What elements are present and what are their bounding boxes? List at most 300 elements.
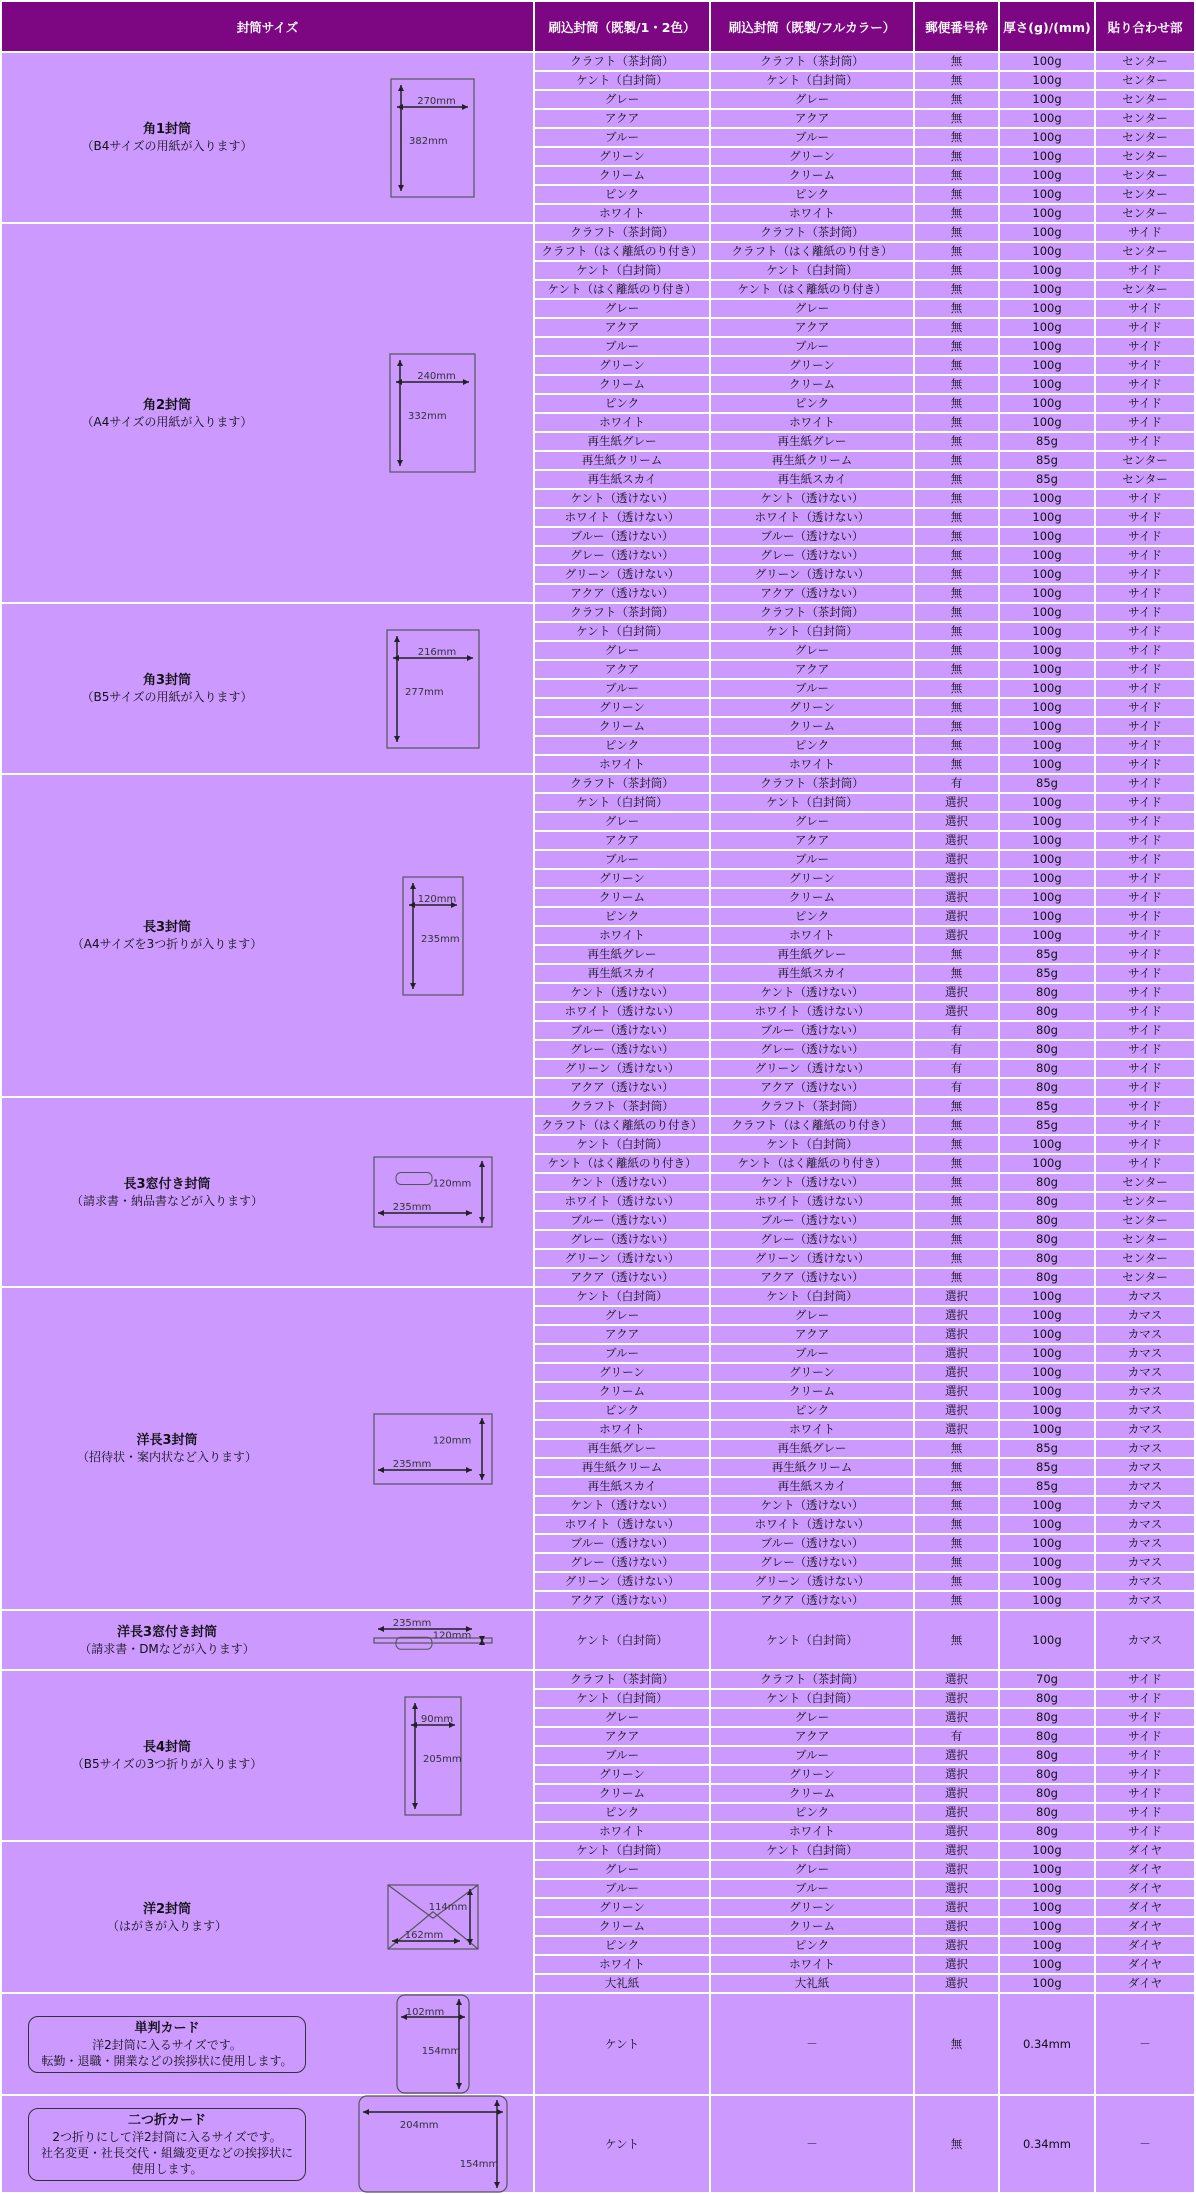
postal-code-box-value: 無	[914, 679, 999, 698]
seam-type: サイド	[1095, 641, 1195, 660]
print-1-2-color-option: ケント（白封筒）	[534, 71, 710, 90]
postal-code-box-value: 無	[914, 1116, 999, 1135]
print-full-color-option: クラフト（はく離紙のり付き）	[710, 242, 914, 261]
seam-type: カマス	[1095, 1553, 1195, 1572]
seam-type: ダイヤ	[1095, 1955, 1195, 1974]
width-label: 102mm	[405, 2007, 444, 2018]
thickness-value: 100g	[999, 546, 1095, 565]
postal-code-box-value: 選択	[914, 1002, 999, 1021]
print-1-2-color-option: 再生紙スカイ	[534, 964, 710, 983]
envelope-size-description	[2, 672, 332, 705]
envelope-figure	[386, 1883, 480, 1951]
seam-type: カマス	[1095, 1306, 1195, 1325]
postal-code-box-value: 無	[914, 299, 999, 318]
seam-type: センター	[1095, 166, 1195, 185]
seam-type: カマス	[1095, 1439, 1195, 1458]
envelope-row	[1, 1097, 1195, 1116]
envelope-name: 洋長3窓付き封筒	[116, 1624, 218, 1640]
print-1-2-color-option: グレー（透けない）	[534, 1230, 710, 1249]
postal-code-box-value: 選択	[914, 1898, 999, 1917]
print-full-color-option: ピンク	[710, 907, 914, 926]
envelope-figure	[372, 1412, 494, 1486]
print-full-color-option: ケント（はく離紙のり付き）	[710, 280, 914, 299]
print-full-color-option: クラフト（茶封筒）	[710, 603, 914, 622]
thickness-value: 80g	[999, 1040, 1095, 1059]
postal-code-box-value: 無	[914, 1534, 999, 1553]
postal-code-box-value: 無	[914, 280, 999, 299]
print-1-2-color-option: グリーン	[534, 1765, 710, 1784]
seam-type: サイド	[1095, 869, 1195, 888]
envelope-figure	[389, 77, 476, 199]
print-1-2-color-option: ケント（白封筒）	[534, 1841, 710, 1860]
postal-code-box-value: 有	[914, 1078, 999, 1097]
print-1-2-color-option: グレー	[534, 1860, 710, 1879]
width-label: 235mm	[392, 1458, 431, 1470]
postal-code-box-value: 無	[914, 1610, 999, 1670]
seam-type: サイド	[1095, 755, 1195, 774]
seam-type: サイド	[1095, 603, 1195, 622]
print-full-color-option: グリーン	[710, 1765, 914, 1784]
envelope-row	[1, 1993, 1195, 2095]
postal-code-box-value: 無	[914, 1439, 999, 1458]
seam-type: －	[1095, 1993, 1195, 2095]
print-full-color-option: ブルー	[710, 1344, 914, 1363]
envelope-row	[1, 774, 1195, 793]
seam-type: ダイヤ	[1095, 1936, 1195, 1955]
print-1-2-color-option: ホワイト	[534, 755, 710, 774]
seam-type: ダイヤ	[1095, 1898, 1195, 1917]
print-full-color-option: クラフト（茶封筒）	[710, 1097, 914, 1116]
print-1-2-color-option: クリーム	[534, 1382, 710, 1401]
envelope-diagram	[332, 1617, 533, 1645]
print-1-2-color-option: アクア	[534, 660, 710, 679]
print-full-color-option: ケント（白封筒）	[710, 622, 914, 641]
thickness-value: 100g	[999, 850, 1095, 869]
seam-type: サイド	[1095, 1059, 1195, 1078]
postal-code-box-value: 選択	[914, 869, 999, 888]
seam-type: センター	[1095, 1211, 1195, 1230]
thickness-value: 100g	[999, 1287, 1095, 1306]
thickness-value: 100g	[999, 1917, 1095, 1936]
print-full-color-option: グレー（透けない）	[710, 1040, 914, 1059]
seam-type: センター	[1095, 109, 1195, 128]
seam-type: カマス	[1095, 1382, 1195, 1401]
postal-code-box-value: 無	[914, 356, 999, 375]
seam-type: ダイヤ	[1095, 1974, 1195, 1993]
thickness-value: 100g	[999, 489, 1095, 508]
width-label: 120mm	[417, 893, 456, 905]
print-full-color-option: グレー	[710, 299, 914, 318]
thickness-value: 85g	[999, 451, 1095, 470]
thickness-value: 80g	[999, 1727, 1095, 1746]
postal-code-box-value: 無	[914, 451, 999, 470]
print-full-color-option: ホワイト	[710, 1420, 914, 1439]
thickness-value: 100g	[999, 527, 1095, 546]
thickness-value: 100g	[999, 242, 1095, 261]
print-1-2-color-option: 再生紙スカイ	[534, 470, 710, 489]
thickness-value: 80g	[999, 1002, 1095, 1021]
print-full-color-option: アクア	[710, 318, 914, 337]
postal-code-box-value: 選択	[914, 1708, 999, 1727]
envelope-name: 長3封筒	[142, 920, 192, 935]
thickness-value: 85g	[999, 1458, 1095, 1477]
postal-code-box-value: 無	[914, 584, 999, 603]
postal-code-box-value: 選択	[914, 1822, 999, 1841]
postal-code-box-value: 選択	[914, 793, 999, 812]
print-full-color-option: クラフト（茶封筒）	[710, 774, 914, 793]
seam-type: サイド	[1095, 1154, 1195, 1173]
card-usage-note: 洋2封筒に入るサイズです。	[92, 2037, 242, 2052]
print-1-2-color-option: クラフト（茶封筒）	[534, 1670, 710, 1689]
seam-type: サイド	[1095, 489, 1195, 508]
thickness-value: 85g	[999, 964, 1095, 983]
print-1-2-color-option: ブルー（透けない）	[534, 1021, 710, 1040]
print-1-2-color-option: アクア（透けない）	[534, 584, 710, 603]
seam-type: サイド	[1095, 888, 1195, 907]
postal-code-box-value: 選択	[914, 1382, 999, 1401]
print-1-2-color-option: グレー（透けない）	[534, 1040, 710, 1059]
print-full-color-option: グリーン	[710, 1898, 914, 1917]
envelope-size-description	[2, 2016, 332, 2073]
thickness-value: 100g	[999, 1325, 1095, 1344]
print-full-color-option: ケント（白封筒）	[710, 1689, 914, 1708]
seam-type: サイド	[1095, 223, 1195, 242]
envelope-name: 長3窓付き封筒	[123, 1176, 211, 1192]
print-full-color-option: ピンク	[710, 1401, 914, 1420]
envelope-size-cell	[1, 1670, 534, 1841]
postal-code-box-value: 無	[914, 1173, 999, 1192]
envelope-size-cell	[1, 1287, 534, 1610]
thickness-value: 100g	[999, 356, 1095, 375]
seam-type: サイド	[1095, 1040, 1195, 1059]
thickness-value: 100g	[999, 299, 1095, 318]
postal-code-box-value: 無	[914, 1097, 999, 1116]
postal-code-box-value: 無	[914, 755, 999, 774]
print-full-color-option: 再生紙グレー	[710, 945, 914, 964]
thickness-value: 100g	[999, 337, 1095, 356]
print-full-color-option: アクア（透けない）	[710, 1078, 914, 1097]
envelope-size-description	[2, 397, 332, 430]
card-usage-note: 2つ折りにして洋2封筒に入るサイズです。	[52, 2129, 282, 2144]
print-1-2-color-option: ケント（白封筒）	[534, 1135, 710, 1154]
thickness-value: 85g	[999, 1439, 1095, 1458]
postal-code-box-value: 選択	[914, 1974, 999, 1993]
seam-type: ダイヤ	[1095, 1860, 1195, 1879]
thickness-value: 100g	[999, 1974, 1095, 1993]
envelope-row	[1, 1670, 1195, 1689]
envelope-size-cell	[1, 2095, 534, 2193]
print-full-color-option: －	[710, 1993, 914, 2095]
print-full-color-option: グレー	[710, 1306, 914, 1325]
print-full-color-option: ケント（白封筒）	[710, 793, 914, 812]
thickness-value: 100g	[999, 888, 1095, 907]
seam-type: ダイヤ	[1095, 1841, 1195, 1860]
postal-code-box-value: 無	[914, 546, 999, 565]
print-full-color-option: アクア	[710, 660, 914, 679]
print-full-color-option: アクア	[710, 109, 914, 128]
print-full-color-option: アクア	[710, 1727, 914, 1746]
print-full-color-option: 再生紙スカイ	[710, 470, 914, 489]
height-label: 205mm	[422, 1753, 462, 1765]
envelope-figure	[388, 352, 477, 474]
print-1-2-color-option: ブルー	[534, 128, 710, 147]
seam-type: センター	[1095, 1230, 1195, 1249]
envelope-row	[1, 223, 1195, 242]
envelope-name: 角2封筒	[142, 397, 192, 413]
postal-code-box-value: 選択	[914, 1670, 999, 1689]
seam-type: センター	[1095, 90, 1195, 109]
thickness-value: 85g	[999, 470, 1095, 489]
envelope-capacity-note: （はがきが入ります）	[106, 1918, 227, 1933]
postal-code-box-value: 有	[914, 1059, 999, 1078]
envelope-outline	[374, 1414, 492, 1484]
envelope-row	[1, 1287, 1195, 1306]
print-1-2-color-option: クリーム	[534, 717, 710, 736]
thickness-value: 80g	[999, 1765, 1095, 1784]
thickness-value: 80g	[999, 1021, 1095, 1040]
print-full-color-option: グレー（透けない）	[710, 1230, 914, 1249]
postal-code-box-value: 無	[914, 261, 999, 280]
envelope-size-description	[2, 1901, 332, 1934]
print-full-color-option: ホワイト（透けない）	[710, 508, 914, 527]
print-1-2-color-option: ケント	[534, 1993, 710, 2095]
thickness-value: 100g	[999, 641, 1095, 660]
print-full-color-option: グリーン（透けない）	[710, 1249, 914, 1268]
height-label: 154mm	[459, 2158, 498, 2170]
print-full-color-option: グリーン	[710, 869, 914, 888]
print-1-2-color-option: グリーン（透けない）	[534, 1572, 710, 1591]
print-full-color-option: グレー	[710, 1708, 914, 1727]
envelope-name: 洋2封筒	[142, 1901, 192, 1917]
seam-type: サイド	[1095, 945, 1195, 964]
thickness-value: 100g	[999, 1879, 1095, 1898]
envelope-capacity-note: （B5サイズの用紙が入ります）	[81, 690, 253, 704]
print-1-2-color-option: ホワイト	[534, 926, 710, 945]
card-figure	[395, 1993, 471, 2095]
print-full-color-option: 大礼紙	[710, 1974, 914, 1993]
thickness-value: 100g	[999, 1344, 1095, 1363]
seam-type: センター	[1095, 451, 1195, 470]
thickness-value: 80g	[999, 1784, 1095, 1803]
thickness-value: 100g	[999, 1936, 1095, 1955]
postal-code-box-value: 無	[914, 52, 999, 71]
thickness-value: 100g	[999, 755, 1095, 774]
envelope-size-cell	[1, 1841, 534, 1993]
envelope-diagram	[332, 2094, 533, 2194]
thickness-value: 0.34mm	[999, 1993, 1095, 2095]
seam-type: サイド	[1095, 299, 1195, 318]
postal-code-box-value: 無	[914, 1553, 999, 1572]
thickness-value: 100g	[999, 603, 1095, 622]
postal-code-box-value: 選択	[914, 1879, 999, 1898]
print-1-2-color-option: アクア	[534, 831, 710, 850]
postal-code-box-value: 選択	[914, 1803, 999, 1822]
postal-code-box-value: 無	[914, 109, 999, 128]
print-full-color-option: アクア（透けない）	[710, 1591, 914, 1610]
thickness-value: 100g	[999, 52, 1095, 71]
postal-code-box-value: 選択	[914, 888, 999, 907]
print-full-color-option: ホワイト	[710, 1822, 914, 1841]
thickness-value: 100g	[999, 318, 1095, 337]
postal-code-box-value: 選択	[914, 1936, 999, 1955]
seam-type: サイド	[1095, 793, 1195, 812]
print-1-2-color-option: ホワイト	[534, 1955, 710, 1974]
thickness-value: 100g	[999, 1591, 1095, 1610]
envelope-diagram	[332, 1695, 533, 1817]
postal-code-box-value: 選択	[914, 1306, 999, 1325]
envelope-name: 二つ折カード	[127, 2112, 206, 2128]
print-full-color-option: ケント（白封筒）	[710, 1135, 914, 1154]
seam-type: サイド	[1095, 546, 1195, 565]
thickness-value: 100g	[999, 1382, 1095, 1401]
print-1-2-color-option: 再生紙クリーム	[534, 451, 710, 470]
thickness-value: 100g	[999, 1572, 1095, 1591]
thickness-value: 100g	[999, 679, 1095, 698]
seam-type: サイド	[1095, 318, 1195, 337]
print-full-color-option: ブルー（透けない）	[710, 1021, 914, 1040]
thickness-value: 70g	[999, 1670, 1095, 1689]
postal-code-box-value: 無	[914, 508, 999, 527]
print-1-2-color-option: グレー	[534, 812, 710, 831]
thickness-value: 85g	[999, 1116, 1095, 1135]
height-label: 114mm	[428, 1901, 467, 1913]
print-full-color-option: ブルー	[710, 1746, 914, 1765]
seam-type: サイド	[1095, 926, 1195, 945]
height-label: 382mm	[409, 135, 448, 147]
print-full-color-option: グレー	[710, 812, 914, 831]
print-1-2-color-option: グレー	[534, 1708, 710, 1727]
postal-code-box-value: 無	[914, 622, 999, 641]
postal-code-box-value: 無	[914, 337, 999, 356]
postal-code-box-value: 無	[914, 242, 999, 261]
seam-type: カマス	[1095, 1572, 1195, 1591]
thickness-value: 100g	[999, 1610, 1095, 1670]
print-1-2-color-option: ケント（白封筒）	[534, 622, 710, 641]
print-full-color-option: クリーム	[710, 1917, 914, 1936]
seam-type: サイド	[1095, 1116, 1195, 1135]
thickness-value: 100g	[999, 166, 1095, 185]
print-1-2-color-option: アクア	[534, 109, 710, 128]
print-full-color-option: クリーム	[710, 888, 914, 907]
print-1-2-color-option: ブルー	[534, 337, 710, 356]
envelope-capacity-note: （A4サイズを3つ折りが入ります）	[71, 937, 263, 951]
seam-type: サイド	[1095, 1097, 1195, 1116]
seam-type: カマス	[1095, 1591, 1195, 1610]
seam-type: カマス	[1095, 1325, 1195, 1344]
print-1-2-color-option: クリーム	[534, 888, 710, 907]
postal-code-box-value: 無	[914, 1249, 999, 1268]
seam-type: センター	[1095, 185, 1195, 204]
postal-code-box-value: 選択	[914, 1325, 999, 1344]
print-full-color-option: ホワイト（透けない）	[710, 1192, 914, 1211]
postal-code-box-value: 無	[914, 375, 999, 394]
print-full-color-option: ブルー	[710, 850, 914, 869]
postal-code-box-value: 無	[914, 1458, 999, 1477]
header-postal-code-box: 郵便番号枠	[914, 1, 999, 52]
print-full-color-option: グレー（透けない）	[710, 546, 914, 565]
postal-code-box-value: 無	[914, 147, 999, 166]
thickness-value: 100g	[999, 375, 1095, 394]
seam-type: センター	[1095, 52, 1195, 71]
print-1-2-color-option: ケント（白封筒）	[534, 793, 710, 812]
envelope-size-description	[2, 1432, 332, 1465]
thickness-value: 100g	[999, 1154, 1095, 1173]
height-label: 277mm	[404, 686, 444, 698]
print-1-2-color-option: クリーム	[534, 375, 710, 394]
print-1-2-color-option: ピンク	[534, 1803, 710, 1822]
postal-code-box-value: 選択	[914, 1784, 999, 1803]
seam-type: サイド	[1095, 565, 1195, 584]
print-1-2-color-option: グリーン	[534, 1363, 710, 1382]
print-1-2-color-option: クリーム	[534, 1917, 710, 1936]
postal-code-box-value: 無	[914, 2095, 999, 2193]
seam-type: サイド	[1095, 1746, 1195, 1765]
print-full-color-option: ケント（白封筒）	[710, 1287, 914, 1306]
postal-code-box-value: 無	[914, 204, 999, 223]
thickness-value: 100g	[999, 831, 1095, 850]
height-label: 120mm	[432, 1435, 471, 1446]
seam-type: センター	[1095, 470, 1195, 489]
print-1-2-color-option: ブルー	[534, 1344, 710, 1363]
print-1-2-color-option: 再生紙グレー	[534, 1439, 710, 1458]
print-1-2-color-option: アクア（透けない）	[534, 1268, 710, 1287]
postal-code-box-value: 選択	[914, 1420, 999, 1439]
print-1-2-color-option: ケント（はく離紙のり付き）	[534, 1154, 710, 1173]
print-full-color-option: ホワイト（透けない）	[710, 1515, 914, 1534]
seam-type: カマス	[1095, 1496, 1195, 1515]
thickness-value: 100g	[999, 1955, 1095, 1974]
thickness-value: 85g	[999, 1097, 1095, 1116]
print-full-color-option: ブルー（透けない）	[710, 1211, 914, 1230]
print-1-2-color-option: グレー	[534, 1306, 710, 1325]
print-1-2-color-option: クラフト（茶封筒）	[534, 223, 710, 242]
thickness-value: 100g	[999, 1401, 1095, 1420]
print-full-color-option: グレー	[710, 641, 914, 660]
thickness-value: 100g	[999, 90, 1095, 109]
thickness-value: 80g	[999, 1059, 1095, 1078]
print-1-2-color-option: ケント	[534, 2095, 710, 2193]
thickness-value: 100g	[999, 698, 1095, 717]
postal-code-box-value: 選択	[914, 1363, 999, 1382]
print-1-2-color-option: アクア（透けない）	[534, 1591, 710, 1610]
height-label: 332mm	[408, 411, 447, 423]
header-print-1-2-color: 刷込封筒（既製/1・2色）	[534, 1, 710, 52]
envelope-size-description	[2, 1176, 332, 1209]
print-1-2-color-option: ピンク	[534, 1401, 710, 1420]
thickness-value: 100g	[999, 1898, 1095, 1917]
envelope-figure	[401, 875, 465, 997]
print-full-color-option: ケント（はく離紙のり付き）	[710, 1154, 914, 1173]
print-1-2-color-option: アクア	[534, 318, 710, 337]
envelope-diagram	[332, 1155, 533, 1229]
thickness-value: 100g	[999, 394, 1095, 413]
postal-code-box-value: 有	[914, 1727, 999, 1746]
envelope-figure	[403, 1695, 463, 1817]
envelope-size-description	[2, 2108, 332, 2181]
postal-code-box-value: 選択	[914, 926, 999, 945]
print-full-color-option: 再生紙クリーム	[710, 451, 914, 470]
thickness-value: 100g	[999, 204, 1095, 223]
header-thickness: 厚さ(g)/(mm)	[999, 1, 1095, 52]
print-full-color-option: グリーン	[710, 698, 914, 717]
card-usage-note: 転勤・退職・開業などの挨拶状に使用します。	[41, 2053, 293, 2068]
envelope-capacity-note: （B4サイズの用紙が入ります）	[81, 139, 253, 153]
print-full-color-option: グレー	[710, 1860, 914, 1879]
print-1-2-color-option: クラフト（茶封筒）	[534, 52, 710, 71]
postal-code-box-value: 無	[914, 71, 999, 90]
print-full-color-option: ブルー	[710, 337, 914, 356]
print-full-color-option: ケント（透けない）	[710, 1173, 914, 1192]
